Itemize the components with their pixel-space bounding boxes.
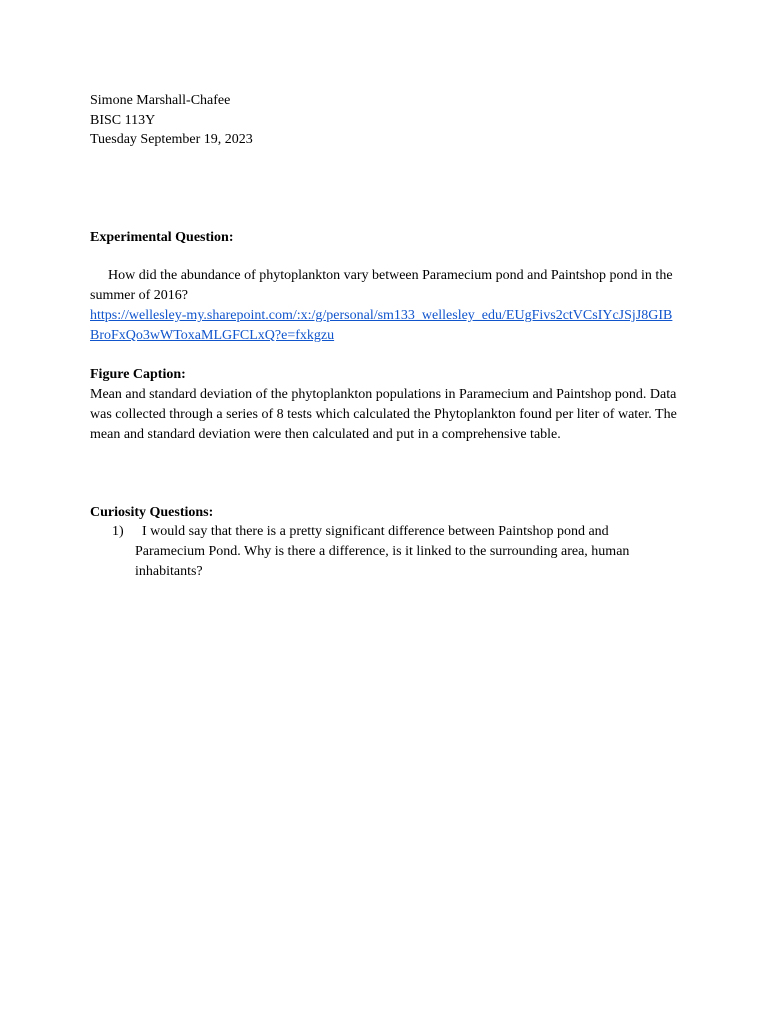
figure-caption-text: Mean and standard deviation of the phytoplankton populations in Paramecium and Paintshop pond. Data was collected through a series of 8 tests which calculated the Phytoplankton found per liter of water. The mean and standard deviation were then calculated and put in a comprehensive table. bbox=[90, 386, 677, 442]
data-sheet-link[interactable]: https://wellesley-my.sharepoint.com/:x:/g/personal/sm133_wellesley_edu/EUgFivs2ctVCsIYcJSjJ8GIBBroFxQo3wWToxaMLGFCLxQ?e=fxkgzu bbox=[90, 308, 673, 343]
experimental-question-section bbox=[90, 228, 690, 347]
curiosity-questions-section bbox=[90, 503, 690, 583]
list-item-number: 1) bbox=[112, 524, 124, 539]
document-page bbox=[90, 91, 690, 582]
curiosity-questions-list bbox=[90, 522, 690, 582]
header-spacer bbox=[90, 150, 690, 228]
section-gap bbox=[90, 247, 690, 266]
list-item bbox=[90, 522, 680, 582]
section-gap-large bbox=[90, 445, 690, 503]
experimental-question-heading: Experimental Question: bbox=[90, 229, 234, 245]
document-date: Tuesday September 19, 2023 bbox=[90, 132, 253, 147]
course-code: BISC 113Y bbox=[90, 112, 156, 128]
document-header bbox=[90, 91, 690, 150]
figure-caption-section bbox=[90, 365, 690, 445]
experimental-question-text: How did the abundance of phytoplankton vary between Paramecium pond and Paintshop pond in the summer of 2016? bbox=[90, 268, 673, 303]
list-item-text: I would say that there is a pretty significant difference between Paintshop pond and Paramecium Pond. Why is there a difference, is it linked to the surrounding area, human inhabitants? bbox=[135, 524, 630, 579]
author-name: Simone Marshall-Chafee bbox=[90, 93, 231, 108]
curiosity-questions-heading: Curiosity Questions: bbox=[90, 504, 214, 520]
section-gap bbox=[90, 346, 690, 365]
figure-caption-heading: Figure Caption: bbox=[90, 367, 186, 382]
